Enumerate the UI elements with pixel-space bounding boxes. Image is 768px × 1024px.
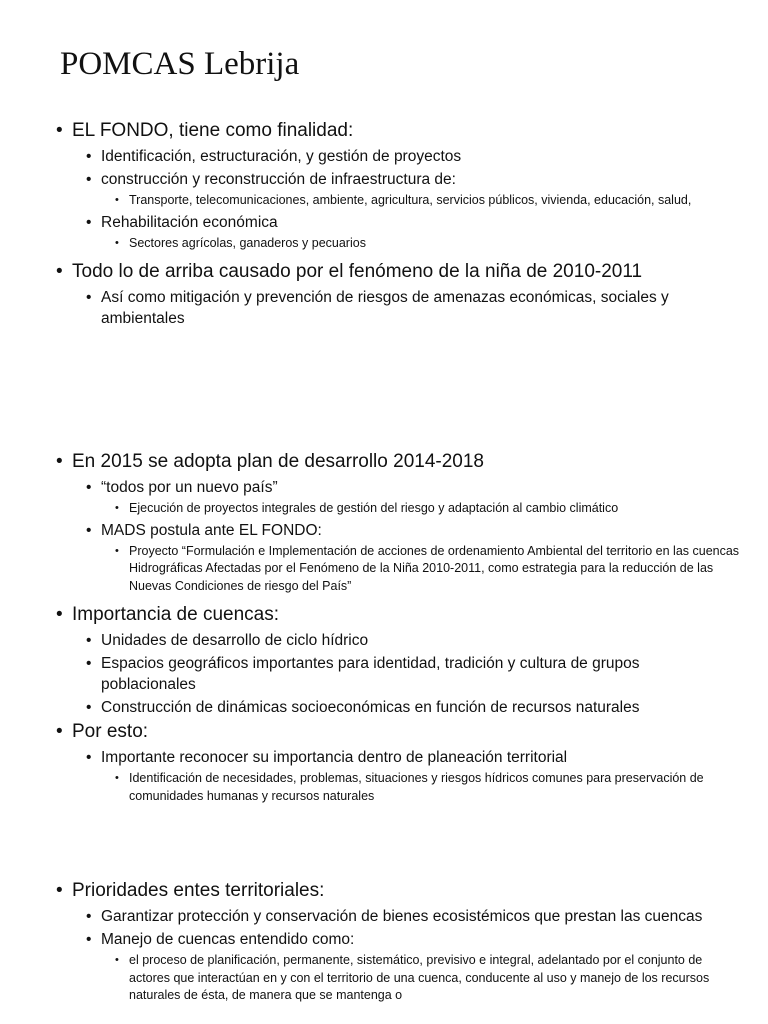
bullet-level1: • Importancia de cuencas: — [0, 603, 768, 627]
section-prioridades — [0, 879, 768, 1007]
bullet-level3: • Proyecto “Formulación e Implementación de acciones de ordenamiento Ambiental del territorio en las cuencas Hidrográficas Afectadas por el Fenómeno de la Niña 2010-2011, como estrategia para la reducción de las Nuevas Condiciones de riesgo del País” — [0, 543, 768, 596]
section-plan-desarrollo — [0, 450, 768, 807]
bullet-level1: • Prioridades entes territoriales: — [0, 879, 768, 903]
bullet-level3: • Ejecución de proyectos integrales de gestión del riesgo y adaptación al cambio climático — [0, 500, 768, 518]
bullet-level2: • Identificación, estructuración, y gestión de proyectos — [0, 146, 768, 167]
bullet-level1: • Todo lo de arriba causado por el fenómeno de la niña de 2010-2011 — [0, 260, 768, 284]
bullet-level2: • Importante reconocer su importancia dentro de planeación territorial — [0, 747, 768, 768]
bullet-level1: • Por esto: — [0, 720, 768, 744]
bullet-level3: • Sectores agrícolas, ganaderos y pecuarios — [0, 235, 768, 253]
bullet-level2: • “todos por un nuevo país” — [0, 477, 768, 498]
bullet-level2: • MADS postula ante EL FONDO: — [0, 520, 768, 541]
bullet-level3: • Identificación de necesidades, problemas, situaciones y riesgos hídricos comunes para preservación de comunidades humanas y recursos naturales — [0, 770, 768, 805]
bullet-level3: • Transporte, telecomunicaciones, ambiente, agricultura, servicios públicos, vivienda, educación, salud, — [0, 192, 768, 210]
bullet-level2: • Manejo de cuencas entendido como: — [0, 929, 768, 950]
bullet-level2: • Así como mitigación y prevención de riesgos de amenazas económicas, sociales y ambientales — [0, 287, 768, 329]
page-title: POMCAS Lebrija — [60, 46, 300, 82]
bullet-level2: • construcción y reconstrucción de infraestructura de: — [0, 169, 768, 190]
bullet-level2: • Construcción de dinámicas socioeconómicas en función de recursos naturales — [0, 697, 768, 718]
bullet-level1: • En 2015 se adopta plan de desarrollo 2014-2018 — [0, 450, 768, 474]
bullet-level2: • Garantizar protección y conservación de bienes ecosistémicos que prestan las cuencas — [0, 906, 768, 927]
bullet-level2: • Rehabilitación económica — [0, 212, 768, 233]
bullet-level2: • Unidades de desarrollo de ciclo hídrico — [0, 630, 768, 651]
section-el-fondo — [0, 119, 768, 331]
bullet-level3: • el proceso de planificación, permanente, sistemático, previsivo e integral, adelantado por el conjunto de actores que interactúan en y con el territorio de una cuenca, conducente al uso y manejo de los recursos naturales de ésta, de manera que se mantenga o — [0, 952, 768, 1005]
bullet-level2: • Espacios geográficos importantes para identidad, tradición y cultura de grupos poblacionales — [0, 653, 768, 695]
bullet-level1: • EL FONDO, tiene como finalidad: — [0, 119, 768, 143]
